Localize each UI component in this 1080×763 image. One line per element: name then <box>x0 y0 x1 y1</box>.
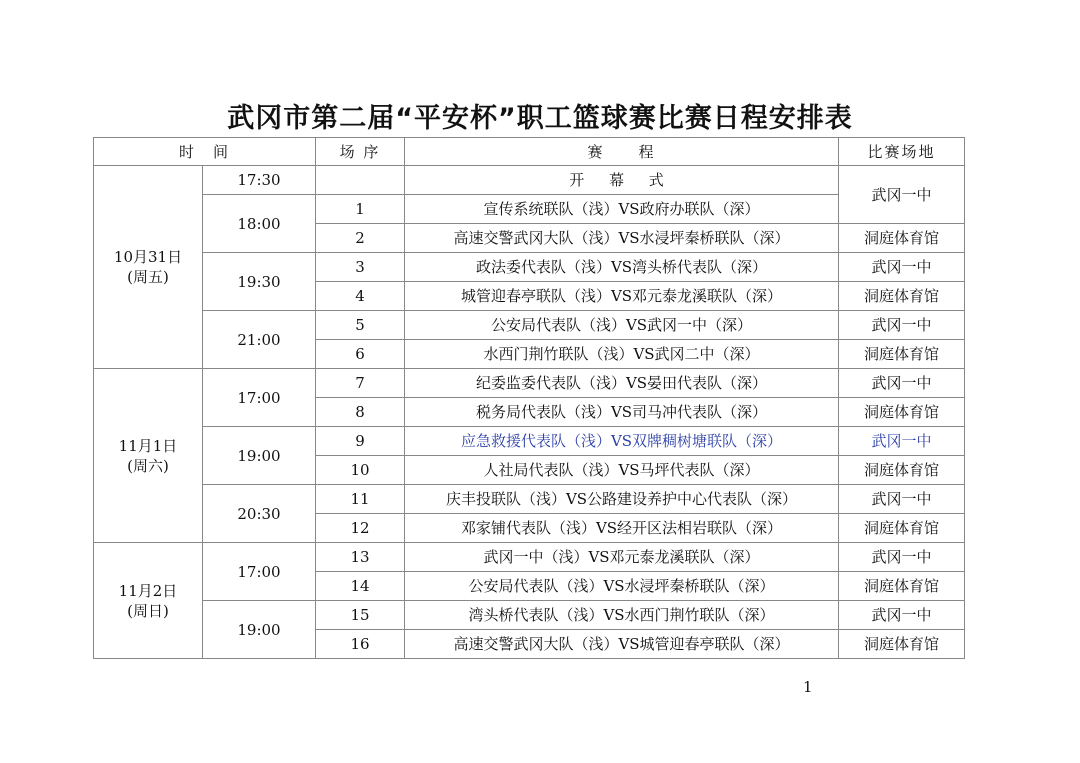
header-venue: 比赛场地 <box>839 138 965 166</box>
match-cell: 高速交警武冈大队（浅）VS城管迎春亭联队（深） <box>405 630 839 659</box>
time-cell: 19:30 <box>203 253 316 311</box>
venue-cell: 洞庭体育馆 <box>839 630 965 659</box>
match-cell: 邓家铺代表队（浅）VS经开区法相岩联队（深） <box>405 514 839 543</box>
date-label: 11月1日 <box>118 436 178 455</box>
order-cell: 1 <box>316 195 405 224</box>
match-cell: 税务局代表队（浅）VS司马冲代表队（深） <box>405 398 839 427</box>
venue-cell: 洞庭体育馆 <box>839 456 965 485</box>
table-row <box>94 311 965 340</box>
order-cell: 16 <box>316 630 405 659</box>
venue-cell: 洞庭体育馆 <box>839 572 965 601</box>
time-cell: 19:00 <box>203 601 316 659</box>
time-cell: 17:00 <box>203 543 316 601</box>
time-cell: 17:00 <box>203 369 316 427</box>
table-row-highlighted <box>94 427 965 456</box>
table-row <box>94 253 965 282</box>
schedule-table <box>93 137 965 659</box>
order-cell: 4 <box>316 282 405 311</box>
venue-cell: 洞庭体育馆 <box>839 340 965 369</box>
table-row <box>94 543 965 572</box>
date-label: 10月31日 <box>113 248 183 266</box>
time-cell: 21:00 <box>203 311 316 369</box>
venue-cell: 武冈一中 <box>839 253 965 282</box>
order-cell: 2 <box>316 224 405 253</box>
weekday-label: (周日) <box>127 601 169 620</box>
venue-cell: 武冈一中 <box>839 543 965 572</box>
venue-cell: 武冈一中 <box>839 427 965 456</box>
order-cell: 11 <box>316 485 405 514</box>
match-cell: 水西门荆竹联队（浅）VS武冈二中（深） <box>405 340 839 369</box>
order-cell: 9 <box>316 427 405 456</box>
venue-cell: 武冈一中 <box>839 601 965 630</box>
match-cell: 应急救援代表队（浅）VS双牌稠树塘联队（深） <box>405 427 839 456</box>
venue-cell: 武冈一中 <box>839 369 965 398</box>
table-row <box>94 195 965 224</box>
order-cell: 6 <box>316 340 405 369</box>
order-cell: 10 <box>316 456 405 485</box>
match-cell: 城管迎春亭联队（浅）VS邓元泰龙溪联队（深） <box>405 282 839 311</box>
order-cell: 3 <box>316 253 405 282</box>
time-cell: 17:30 <box>203 166 316 195</box>
page-number: 1 <box>803 678 813 696</box>
match-cell: 人社局代表队（浅）VS马坪代表队（深） <box>405 456 839 485</box>
match-cell: 公安局代表队（浅）VS水浸坪秦桥联队（深） <box>405 572 839 601</box>
match-cell: 纪委监委代表队（浅）VS晏田代表队（深） <box>405 369 839 398</box>
order-cell <box>316 166 405 195</box>
order-cell: 15 <box>316 601 405 630</box>
match-cell: 高速交警武冈大队（浅）VS水浸坪秦桥联队（深） <box>405 224 839 253</box>
date-cell <box>94 166 203 369</box>
header-time: 时 间 <box>94 138 316 166</box>
venue-cell: 武冈一中 <box>839 166 965 224</box>
time-cell: 19:00 <box>203 427 316 485</box>
table-row <box>94 601 965 630</box>
order-cell: 12 <box>316 514 405 543</box>
venue-cell: 洞庭体育馆 <box>839 224 965 253</box>
table-row <box>94 166 965 195</box>
order-cell: 7 <box>316 369 405 398</box>
venue-cell: 武冈一中 <box>839 311 965 340</box>
table-row <box>94 369 965 398</box>
order-cell: 8 <box>316 398 405 427</box>
weekday-label: (周五) <box>127 268 169 286</box>
weekday-label: (周六) <box>127 456 169 475</box>
date-label: 11月2日 <box>118 581 178 600</box>
venue-cell: 洞庭体育馆 <box>839 514 965 543</box>
match-cell: 宣传系统联队（浅）VS政府办联队（深） <box>405 195 839 224</box>
opening-ceremony-cell: 开 幕 式 <box>405 166 839 195</box>
time-cell: 20:30 <box>203 485 316 543</box>
match-cell: 庆丰投联队（浅）VS公路建设养护中心代表队（深） <box>405 485 839 514</box>
date-cell <box>94 543 203 659</box>
order-cell: 13 <box>316 543 405 572</box>
venue-cell: 洞庭体育馆 <box>839 398 965 427</box>
match-cell: 湾头桥代表队（浅）VS水西门荆竹联队（深） <box>405 601 839 630</box>
page-title: 武冈市第二届“平安杯”职工篮球赛比赛日程安排表 <box>227 103 853 134</box>
table-header-row <box>94 138 965 166</box>
header-order: 场 序 <box>316 138 405 166</box>
time-cell: 18:00 <box>203 195 316 253</box>
date-cell <box>94 369 203 543</box>
venue-cell: 武冈一中 <box>839 485 965 514</box>
order-cell: 5 <box>316 311 405 340</box>
match-cell: 政法委代表队（浅）VS湾头桥代表队（深） <box>405 253 839 282</box>
order-cell: 14 <box>316 572 405 601</box>
match-cell: 公安局代表队（浅）VS武冈一中（深） <box>405 311 839 340</box>
match-cell: 武冈一中（浅）VS邓元泰龙溪联队（深） <box>405 543 839 572</box>
header-match: 赛 程 <box>405 138 839 166</box>
table-row <box>94 485 965 514</box>
venue-cell: 洞庭体育馆 <box>839 282 965 311</box>
